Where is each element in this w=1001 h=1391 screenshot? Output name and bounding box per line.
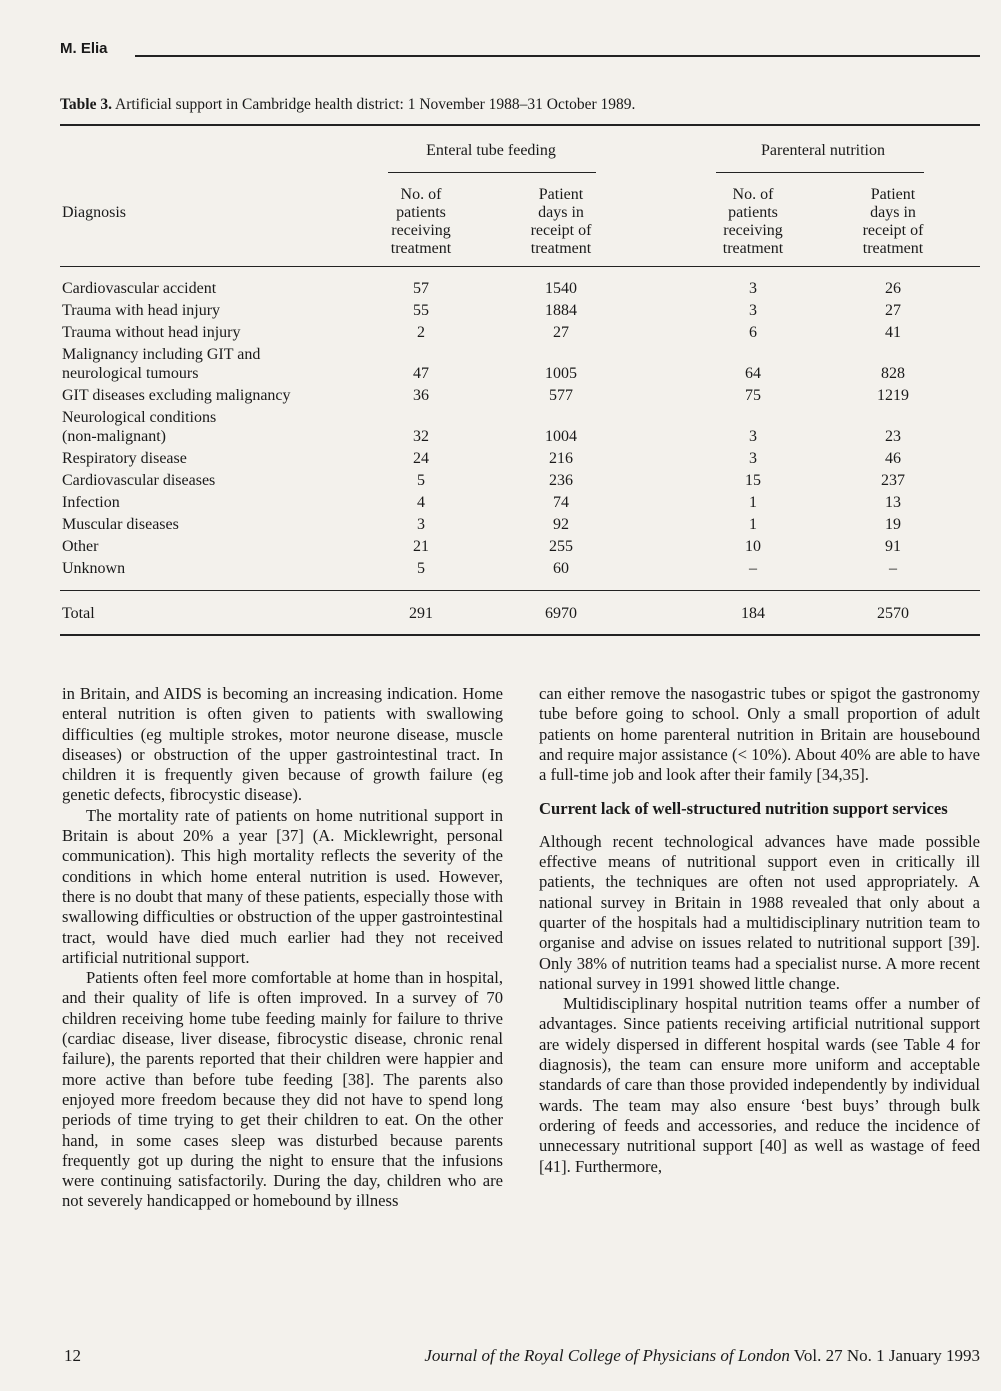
group-rule-parenteral (716, 172, 924, 173)
cell-enteral-days: 1540 (545, 280, 577, 297)
cell-parenteral-days: 19 (885, 516, 901, 533)
cell-parenteral-patients: 15 (745, 472, 761, 489)
cell-parenteral-patients: – (749, 560, 757, 577)
cell-enteral-patients: 5 (417, 472, 425, 489)
paragraph: Although recent technological advances have made possible effective means of nutritional support even in critically ill patients, the techniques are often not used appropriately. A national survey in Britain in 1988 revealed that only about a quarter of the hospitals had a multidisciplinary nutrition team to organise and advise on issues related to nutritional support [39]. Only 38% of nutrition teams had a specialist nurse. A more recent national survey in 1991 showed little change. (539, 831, 980, 993)
cell-enteral-days: 27 (553, 324, 569, 341)
cell-parenteral-days: 23 (885, 428, 901, 445)
cell-parenteral-days: 13 (885, 494, 901, 511)
paragraph: Multidisciplinary hospital nutrition teams offer a number of advantages. Since patients receiving artificial nutritional support are widely dispersed in different hospital wards (see Table 4 for diagnosis), the team can ensure more uniform and acceptable standards of care than those provided independently by individual wards. The team may also ensure ‘best buys’ through bulk ordering of feeds and accessories, and reduce the incidence of unnecessary nutritional support [40] as well as wastage of feed [41]. Furthermore, (539, 994, 980, 1176)
group-header-enteral: Enteral tube feeding (426, 142, 556, 159)
row-label: Cardiovascular accident (62, 280, 217, 297)
table-caption (60, 96, 980, 114)
cell-parenteral-days: 46 (885, 450, 901, 467)
cell-enteral-patients: 5 (417, 560, 425, 577)
cell-parenteral-patients: 6 (749, 324, 757, 341)
column-header-diagnosis: Diagnosis (62, 204, 126, 221)
group-rule-enteral (388, 172, 596, 173)
cell-parenteral-patients: 75 (745, 387, 761, 404)
cell-enteral-days: 92 (553, 516, 569, 533)
cell-parenteral-days: 1219 (877, 387, 909, 404)
cell-parenteral-days: 41 (885, 324, 901, 341)
cell-enteral-patients: 47 (413, 365, 429, 382)
cell-parenteral-days: – (889, 560, 897, 577)
cell-enteral-days: 577 (549, 387, 573, 404)
body-column-left (62, 684, 503, 1212)
paragraph: Patients often feel more comfortable at home than in hospital, and their quality of life is often improved. In a survey of 70 children receiving home tube feeding mainly for failure to thrive (cardiac disease, liver disease, fibrocystic disease, chronic renal failure), the parents reported that their children were happier and more active than before tube feeding [38]. The parents also enjoyed more freedom because they did not have to spend long periods of time trying to get their children to eat. On the other hand, in some cases sleep was disturbed because parents frequently got up during the night to ensure that the infusions were continuing satisfactorily. During the day, children who are not severely handicapped or homebound by illness (62, 968, 503, 1211)
cell-enteral-patients: 57 (413, 280, 429, 297)
row-label: Cardiovascular diseases (62, 472, 216, 489)
cell-parenteral-patients: 1 (749, 516, 757, 533)
journal-issue: Vol. 27 No. 1 January 1993 (789, 1346, 980, 1365)
row-label: Neurological conditions (non-malignant) (62, 409, 217, 445)
paragraph: The mortality rate of patients on home nutritional support in Britain is about 20% a year [37] (A. Micklewright, personal communication). This high mortality reflects the severity of the conditions in which home enteral nutrition is used. However, there is no doubt that many of these patients, especially those with swallowing difficulties or obstruction of the upper gastrointestinal tract, would have died much earlier had they not received artificial nutritional support. (62, 805, 503, 967)
table-top-rule (60, 124, 980, 126)
cell-parenteral-patients: 1 (749, 494, 757, 511)
column-header-parenteral-patients: No. of patients receiving treatment (722, 186, 784, 257)
page-number: 12 (64, 1346, 81, 1365)
column-header-parenteral-days: Patient days in receipt of treatment (862, 186, 924, 257)
row-label: Respiratory disease (62, 450, 187, 467)
cell-enteral-patients: 24 (413, 450, 429, 467)
journal-name: Journal of the Royal College of Physicians of London (424, 1346, 790, 1365)
cell-parenteral-patients: 184 (741, 605, 765, 622)
row-label: Trauma with head injury (62, 302, 221, 319)
row-label: Trauma without head injury (62, 324, 241, 341)
running-header (60, 40, 980, 70)
row-label: Unknown (62, 560, 126, 577)
cell-parenteral-patients: 3 (749, 450, 757, 467)
body-column-right (539, 684, 980, 1177)
cell-enteral-days: 60 (553, 560, 569, 577)
row-label: GIT diseases excluding malignancy (62, 387, 291, 404)
section-heading: Current lack of well-structured nutrition support services (539, 799, 948, 819)
cell-enteral-days: 74 (553, 494, 569, 511)
cell-enteral-patients: 291 (409, 605, 433, 622)
cell-enteral-days: 255 (549, 538, 573, 555)
cell-parenteral-days: 237 (881, 472, 905, 489)
column-header-enteral-days: Patient days in receipt of treatment (530, 186, 592, 257)
cell-enteral-days: 216 (549, 450, 573, 467)
cell-parenteral-days: 26 (885, 280, 901, 297)
cell-enteral-patients: 36 (413, 387, 429, 404)
row-label: Muscular diseases (62, 516, 179, 533)
cell-enteral-patients: 32 (413, 428, 429, 445)
cell-enteral-patients: 2 (417, 324, 425, 341)
cell-parenteral-days: 2570 (877, 605, 909, 622)
cell-parenteral-patients: 3 (749, 302, 757, 319)
cell-parenteral-patients: 10 (745, 538, 761, 555)
row-label: Malignancy including GIT and neurological tumours (62, 346, 261, 382)
cell-parenteral-days: 91 (885, 538, 901, 555)
cell-enteral-days: 236 (549, 472, 573, 489)
cell-enteral-days: 1884 (545, 302, 577, 319)
cell-parenteral-days: 828 (881, 365, 905, 382)
row-label: Other (62, 538, 99, 555)
table-bottom-rule (60, 634, 980, 636)
table-caption-label: Table 3. (60, 96, 112, 113)
row-label: Total (62, 605, 95, 622)
cell-enteral-patients: 55 (413, 302, 429, 319)
cell-parenteral-patients: 3 (749, 280, 757, 297)
cell-parenteral-days: 27 (885, 302, 901, 319)
cell-enteral-days: 6970 (545, 605, 577, 622)
cell-enteral-days: 1004 (545, 428, 577, 445)
cell-enteral-patients: 4 (417, 494, 425, 511)
cell-enteral-patients: 3 (417, 516, 425, 533)
cell-enteral-days: 1005 (545, 365, 577, 382)
header-bottom-rule (60, 266, 980, 267)
row-label: Infection (62, 494, 120, 511)
cell-parenteral-patients: 3 (749, 428, 757, 445)
cell-parenteral-patients: 64 (745, 365, 761, 382)
paragraph: in Britain, and AIDS is becoming an increasing indication. Home enteral nutrition is often given to patients with swallowing difficulties (eg multiple strokes, motor neurone disease, muscle diseases) or obstruction of the upper gastrointestinal tract. In children it is frequently given because of growth failure (eg genetic defects, fibrocystic disease). (62, 684, 503, 805)
column-header-enteral-patients: No. of patients receiving treatment (390, 186, 452, 257)
cell-enteral-patients: 21 (413, 538, 429, 555)
table-caption-text: Artificial support in Cambridge health district: 1 November 1988–31 October 1989. (111, 96, 636, 113)
header-rule (135, 55, 980, 57)
journal-citation (424, 1346, 980, 1366)
total-top-rule (60, 590, 980, 591)
group-header-parenteral: Parenteral nutrition (761, 142, 885, 159)
paragraph: can either remove the nasogastric tubes or spigot the gastronomy tube before going to school. Only a small proportion of adult patients on home parenteral nutrition in Britain are housebound and require major assistance (< 10%). About 40% are able to have a full-time job and look after their family [34,35]. (539, 684, 980, 785)
author-name: M. Elia (60, 40, 108, 57)
